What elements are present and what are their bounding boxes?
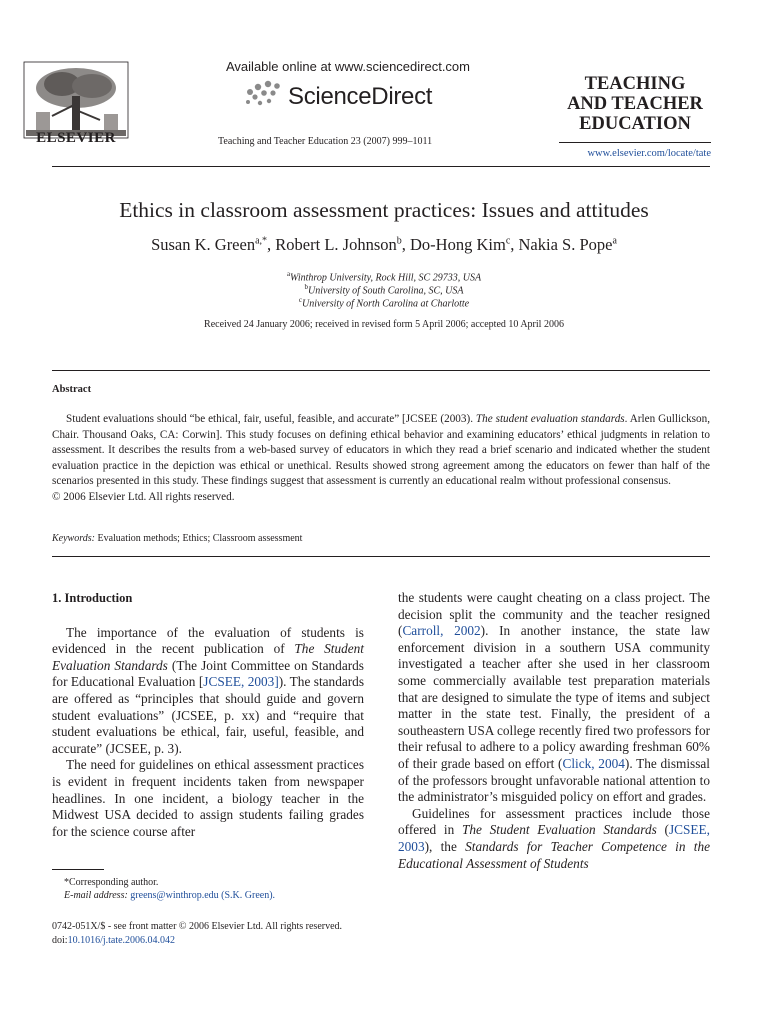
body-paragraph: The need for guidelines on ethical assessment practices is evident in frequent incidents taken from newspaper headlines. In one incident, a biology teacher in the Midwest USA decided to assign students failing grades for the science course after — [52, 757, 364, 839]
affiliation-text: University of South Carolina, SC, USA — [308, 285, 464, 297]
body-text: The importance of the evaluation of students is evidenced in the recent publication of — [52, 624, 364, 657]
author-separator: , — [267, 235, 276, 254]
abstract-body — [52, 412, 710, 506]
author-separator: , — [510, 235, 519, 254]
body-italic-text: The Student Evaluation Standards — [52, 641, 364, 673]
body-text: ), the — [424, 838, 466, 854]
doi-line — [52, 934, 342, 948]
citation-link[interactable]: Carroll, 2002 — [402, 623, 481, 639]
affiliation-mark: a — [286, 270, 291, 278]
publisher-name: ELSEVIER — [36, 130, 116, 146]
abstract-text: Student evaluations should “be ethical, fair, useful, feasible, and accurate” [JCSEE (2003). — [66, 413, 476, 425]
available-online-text[interactable]: Available online at www.sciencedirect.com — [226, 59, 470, 74]
author-name: Do-Hong Kim — [410, 235, 506, 254]
author-name: Susan K. Green — [151, 235, 256, 254]
body-italic-text: The Student Evaluation Standards — [461, 822, 657, 838]
keywords — [52, 533, 302, 544]
citation-link[interactable]: JCSEE, 2003] — [203, 674, 279, 690]
body-text: ( — [656, 822, 669, 838]
author-affiliation-mark[interactable]: b — [396, 235, 402, 247]
body-text: Guidelines for assessment practices include those offered in — [398, 805, 710, 838]
divider — [52, 166, 710, 167]
affiliation — [0, 296, 768, 309]
doi-link[interactable]: 10.1016/j.tate.2006.04.042 — [67, 935, 176, 946]
divider — [52, 370, 710, 371]
email-label: E-mail address: — [64, 890, 128, 901]
author-affiliation-mark[interactable]: c — [505, 235, 511, 247]
affiliation-mark: c — [298, 296, 302, 304]
journal-url-link[interactable]: www.elsevier.com/locate/tate — [587, 148, 711, 159]
body-text: the students were caught cheating on a class project. The decision split the community and the teacher resigned ( — [398, 590, 710, 639]
author-name: Nakia S. Pope — [518, 235, 613, 254]
keywords-label: Keywords: — [52, 533, 95, 544]
sciencedirect-dots-logo — [244, 80, 284, 110]
abstract-text: . Arlen Gullickson, Chair. Thousand Oaks, CA: Corwin]. This study focuses on defining ethical behavior and examining educators’ ethical judgments in relation to assessment. It describes the results from a web-based survey of educators in which they read a brief scenario and indicated whether the student evaluation practice in the depiction was ethical or unethical. Results showed strong agreement among the educators on fewer than half of the scenarios presented in this study. These findings suggest that assessment is currently an educational realm without professional consensus. — [52, 413, 710, 488]
keywords-text: Evaluation methods; Ethics; Classroom assessment — [97, 533, 303, 544]
citation-link[interactable]: JCSEE, 2003 — [398, 822, 710, 854]
corresponding-author-note: *Corresponding author. — [64, 877, 159, 888]
affiliation — [0, 270, 768, 283]
affiliation — [0, 283, 768, 296]
received-dates: Received 24 January 2006; received in revised form 5 April 2006; accepted 10 April 2006 — [204, 319, 564, 330]
section-heading: 1. Introduction — [52, 591, 133, 605]
citation-link[interactable]: Click, 2004 — [562, 755, 625, 771]
journal-title-line: TEACHING — [584, 74, 686, 94]
copyright-footer — [52, 920, 342, 948]
affiliation-text: University of North Carolina at Charlotte — [301, 298, 470, 310]
affiliation-mark: b — [304, 283, 309, 291]
author-name: Robert L. Johnson — [275, 235, 397, 254]
issn-line: 0742-051X/$ - see front matter © 2006 Elsevier Ltd. All rights reserved. — [52, 921, 343, 932]
affiliation-text: Winthrop University, Rock Hill, SC 29733, USA — [290, 272, 482, 284]
body-italic-text: Standards for Teacher Competence in the Educational Assessment of Students — [398, 838, 710, 871]
journal-title-line: EDUCATION — [579, 114, 691, 134]
author-list — [0, 235, 768, 255]
article-title: Ethics in classroom assessment practices: Issues and attitudes — [119, 198, 649, 222]
email-link[interactable]: greens@winthrop.edu (S.K. Green). — [130, 890, 276, 901]
journal-title — [559, 74, 711, 134]
author-separator: , — [401, 235, 411, 254]
author-affiliation-mark[interactable]: a — [612, 235, 617, 247]
divider — [52, 869, 104, 870]
abstract-copyright: © 2006 Elsevier Ltd. All rights reserved. — [52, 490, 235, 503]
abstract-italic-text: The student evaluation standards — [475, 413, 625, 425]
journal-citation: Teaching and Teacher Education 23 (2007) 999–1011 — [218, 136, 433, 147]
body-column-left — [52, 590, 364, 840]
doi-label: doi: — [52, 935, 68, 946]
divider — [52, 556, 710, 557]
journal-title-line: AND TEACHER — [567, 94, 703, 114]
body-paragraph — [398, 806, 710, 872]
sciencedirect-logo-text: ScienceDirect — [288, 83, 433, 110]
author-affiliation-mark[interactable]: a,* — [255, 235, 268, 247]
divider — [559, 142, 711, 143]
body-column-right — [398, 590, 710, 872]
footnote — [52, 876, 275, 902]
email-line — [52, 889, 275, 902]
body-paragraph — [398, 590, 710, 806]
body-text: (The Joint Committee on Standards for Educational Evaluation [ — [52, 657, 364, 690]
body-text: ). In another instance, the state law enforcement division in a southern USA community investigated a teacher after she used in her classroom some commercially available test preparation materials that are designed to simulate the type of items and subject matter in the state test. Finally, the president of a southeastern USA college recently fired two professors for their refusal to adhere to a policy awarding freshman 60% of their grade based on effort ( — [398, 623, 711, 771]
body-text: ). The standards are offered as “principles that should guide and govern student evaluations” (JCSEE, p. xx) and “require that student evaluations be ethical, fair, useful, feasible, and accurate” (JCSEE, p. 3). — [52, 674, 364, 756]
body-text: ). The dismissal of the professors brought unfavorable national attention to the administrator’s misguided policy on effort and grades. — [398, 755, 710, 805]
body-paragraph — [52, 625, 364, 758]
abstract-heading: Abstract — [52, 384, 92, 395]
